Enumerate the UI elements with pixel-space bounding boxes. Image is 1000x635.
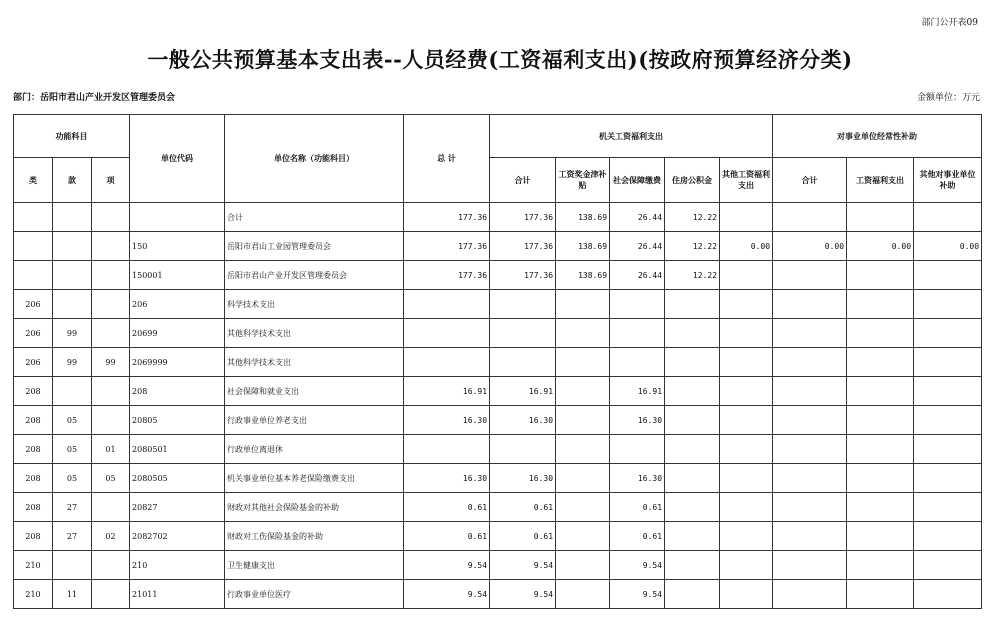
cell-unit-name: 财政对其他社会保险基金的补助 (225, 493, 404, 522)
table-row (14, 435, 982, 464)
cell-kuan: 11 (53, 580, 92, 609)
header-inst-other: 其他对事业单位补助 (914, 158, 982, 203)
cell-kuan (53, 232, 92, 261)
cell-amount (914, 377, 982, 406)
cell-lei: 208 (14, 464, 53, 493)
cell-amount (490, 348, 556, 377)
cell-amount (847, 551, 914, 580)
cell-unit-name: 其他科学技术支出 (225, 348, 404, 377)
cell-amount (773, 435, 847, 464)
cell-amount (556, 493, 610, 522)
cell-amount: 177.36 (490, 232, 556, 261)
cell-amount (404, 348, 490, 377)
header-org-housing-fund: 住房公积金 (665, 158, 720, 203)
cell-amount (556, 435, 610, 464)
cell-amount (404, 435, 490, 464)
cell-xiang (92, 493, 130, 522)
cell-xiang: 02 (92, 522, 130, 551)
table-row (14, 203, 982, 232)
cell-kuan (53, 261, 92, 290)
cell-amount (720, 290, 773, 319)
cell-unit-name: 其他科学技术支出 (225, 319, 404, 348)
cell-unit-code (130, 203, 225, 232)
cell-amount: 26.44 (610, 232, 665, 261)
cell-amount (665, 377, 720, 406)
cell-amount (720, 493, 773, 522)
cell-amount (914, 551, 982, 580)
cell-amount: 12.22 (665, 261, 720, 290)
cell-amount: 12.22 (665, 232, 720, 261)
table-row (14, 319, 982, 348)
cell-unit-code: 20827 (130, 493, 225, 522)
cell-amount: 138.69 (556, 203, 610, 232)
cell-amount (720, 319, 773, 348)
cell-lei (14, 203, 53, 232)
cell-unit-name: 行政事业单位养老支出 (225, 406, 404, 435)
cell-amount: 138.69 (556, 261, 610, 290)
cell-kuan (53, 377, 92, 406)
cell-amount (914, 580, 982, 609)
cell-xiang (92, 377, 130, 406)
cell-amount (556, 377, 610, 406)
cell-amount (773, 377, 847, 406)
cell-amount (404, 319, 490, 348)
cell-xiang (92, 290, 130, 319)
cell-unit-name: 社会保障和就业支出 (225, 377, 404, 406)
department-label: 部门：岳阳市君山产业开发区管理委员会 (13, 93, 176, 103)
cell-amount: 0.00 (720, 232, 773, 261)
cell-amount: 177.36 (490, 261, 556, 290)
cell-amount (720, 377, 773, 406)
cell-amount (665, 493, 720, 522)
cell-kuan: 27 (53, 493, 92, 522)
cell-amount (847, 377, 914, 406)
cell-unit-code: 150001 (130, 261, 225, 290)
cell-amount (773, 551, 847, 580)
table-row (14, 522, 982, 551)
cell-lei (14, 232, 53, 261)
cell-xiang (92, 406, 130, 435)
cell-xiang (92, 319, 130, 348)
header-inst-salary: 工资福利支出 (847, 158, 914, 203)
cell-amount (773, 580, 847, 609)
cell-kuan (53, 203, 92, 232)
cell-amount (720, 522, 773, 551)
cell-amount (914, 319, 982, 348)
cell-amount (720, 435, 773, 464)
table-row (14, 232, 982, 261)
cell-xiang: 99 (92, 348, 130, 377)
cell-unit-code: 2069999 (130, 348, 225, 377)
cell-kuan: 05 (53, 406, 92, 435)
cell-amount (490, 435, 556, 464)
cell-unit-name: 行政单位离退休 (225, 435, 404, 464)
cell-unit-name: 科学技术支出 (225, 290, 404, 319)
cell-amount (773, 261, 847, 290)
cell-amount (847, 406, 914, 435)
cell-amount: 16.91 (610, 377, 665, 406)
cell-kuan (53, 551, 92, 580)
cell-amount (914, 203, 982, 232)
cell-amount: 26.44 (610, 203, 665, 232)
cell-lei: 210 (14, 551, 53, 580)
cell-amount (665, 290, 720, 319)
cell-amount: 9.54 (610, 551, 665, 580)
cell-amount (404, 290, 490, 319)
header-lei: 类 (14, 158, 53, 203)
table-row (14, 377, 982, 406)
header-unit-code: 单位代码 (130, 115, 225, 203)
cell-amount (665, 551, 720, 580)
header-unit-name: 单位名称（功能科目） (225, 115, 404, 203)
budget-table (13, 114, 982, 609)
cell-amount (847, 464, 914, 493)
cell-lei: 210 (14, 580, 53, 609)
cell-amount (847, 580, 914, 609)
cell-unit-name: 行政事业单位医疗 (225, 580, 404, 609)
cell-amount (914, 290, 982, 319)
cell-unit-code: 150 (130, 232, 225, 261)
cell-amount (665, 435, 720, 464)
cell-amount: 16.30 (404, 464, 490, 493)
cell-amount (665, 348, 720, 377)
cell-lei: 206 (14, 348, 53, 377)
header-xiang: 项 (92, 158, 130, 203)
cell-lei (14, 261, 53, 290)
table-row (14, 348, 982, 377)
cell-unit-name: 岳阳市君山工业园管理委员会 (225, 232, 404, 261)
cell-amount (914, 522, 982, 551)
cell-amount (556, 580, 610, 609)
cell-unit-code: 2082702 (130, 522, 225, 551)
table-row (14, 580, 982, 609)
cell-amount (556, 319, 610, 348)
cell-amount: 177.36 (404, 261, 490, 290)
cell-amount (847, 493, 914, 522)
cell-amount (914, 406, 982, 435)
cell-amount (847, 319, 914, 348)
cell-amount (556, 348, 610, 377)
cell-amount: 0.00 (847, 232, 914, 261)
cell-amount (847, 348, 914, 377)
cell-kuan: 99 (53, 348, 92, 377)
cell-xiang (92, 261, 130, 290)
cell-amount (610, 435, 665, 464)
cell-amount: 16.30 (610, 464, 665, 493)
cell-unit-code: 20699 (130, 319, 225, 348)
cell-amount (847, 203, 914, 232)
header-inst-total: 合计 (773, 158, 847, 203)
cell-amount (914, 348, 982, 377)
cell-kuan: 05 (53, 464, 92, 493)
cell-amount (720, 261, 773, 290)
header-org-group: 机关工资福利支出 (490, 115, 773, 158)
cell-amount (556, 290, 610, 319)
cell-amount (610, 290, 665, 319)
table-row (14, 493, 982, 522)
cell-xiang (92, 551, 130, 580)
cell-kuan: 27 (53, 522, 92, 551)
cell-unit-code: 20805 (130, 406, 225, 435)
cell-amount: 177.36 (404, 203, 490, 232)
header-inst-group: 对事业单位经常性补助 (773, 115, 982, 158)
header-total: 总 计 (404, 115, 490, 203)
cell-amount: 9.54 (490, 580, 556, 609)
cell-unit-name: 岳阳市君山产业开发区管理委员会 (225, 261, 404, 290)
amount-unit-label: 金额单位：万元 (916, 93, 980, 103)
header-org-other: 其他工资福利支出 (720, 158, 773, 203)
cell-amount: 138.69 (556, 232, 610, 261)
cell-xiang (92, 203, 130, 232)
cell-amount (847, 290, 914, 319)
cell-amount (556, 464, 610, 493)
cell-amount (914, 464, 982, 493)
table-row (14, 551, 982, 580)
cell-amount (720, 406, 773, 435)
cell-lei: 208 (14, 377, 53, 406)
cell-amount (773, 522, 847, 551)
cell-amount: 0.00 (914, 232, 982, 261)
cell-lei: 206 (14, 290, 53, 319)
cell-lei: 208 (14, 522, 53, 551)
cell-amount (720, 580, 773, 609)
cell-amount (914, 261, 982, 290)
cell-amount: 9.54 (610, 580, 665, 609)
cell-kuan: 05 (53, 435, 92, 464)
cell-amount (847, 522, 914, 551)
cell-amount (847, 261, 914, 290)
cell-amount (773, 290, 847, 319)
header-functional-subject: 功能科目 (14, 115, 130, 158)
cell-amount (610, 319, 665, 348)
cell-amount: 16.30 (490, 464, 556, 493)
table-row (14, 261, 982, 290)
cell-amount (720, 203, 773, 232)
cell-amount (490, 319, 556, 348)
cell-unit-code: 210 (130, 551, 225, 580)
cell-amount (773, 203, 847, 232)
cell-xiang: 05 (92, 464, 130, 493)
cell-amount (720, 348, 773, 377)
cell-amount (847, 435, 914, 464)
table-row (14, 290, 982, 319)
cell-amount (665, 580, 720, 609)
cell-amount: 12.22 (665, 203, 720, 232)
cell-amount: 0.61 (404, 493, 490, 522)
cell-amount: 16.30 (490, 406, 556, 435)
cell-amount: 0.61 (404, 522, 490, 551)
header-kuan: 款 (53, 158, 92, 203)
cell-amount: 0.61 (490, 522, 556, 551)
cell-unit-code: 206 (130, 290, 225, 319)
cell-lei: 208 (14, 406, 53, 435)
cell-xiang: 01 (92, 435, 130, 464)
form-number: 部门公开表09 (921, 18, 978, 28)
cell-kuan: 99 (53, 319, 92, 348)
cell-amount (556, 522, 610, 551)
cell-unit-code: 2080505 (130, 464, 225, 493)
cell-amount (665, 464, 720, 493)
cell-xiang (92, 232, 130, 261)
cell-amount: 0.61 (490, 493, 556, 522)
cell-amount (914, 435, 982, 464)
cell-lei: 208 (14, 493, 53, 522)
cell-amount (665, 319, 720, 348)
cell-unit-name: 机关事业单位基本养老保险缴费支出 (225, 464, 404, 493)
cell-amount: 26.44 (610, 261, 665, 290)
cell-amount: 0.61 (610, 522, 665, 551)
cell-amount: 16.91 (490, 377, 556, 406)
cell-unit-name: 卫生健康支出 (225, 551, 404, 580)
cell-amount (773, 348, 847, 377)
cell-amount (773, 464, 847, 493)
cell-amount: 0.00 (773, 232, 847, 261)
cell-amount (490, 290, 556, 319)
page-title: 一般公共预算基本支出表--人员经费(工资福利支出)(按政府预算经济分类) (147, 47, 853, 72)
cell-amount (773, 406, 847, 435)
cell-amount (556, 551, 610, 580)
cell-amount (665, 406, 720, 435)
cell-amount (720, 551, 773, 580)
cell-amount (773, 493, 847, 522)
cell-amount (665, 522, 720, 551)
cell-amount: 9.54 (490, 551, 556, 580)
cell-lei: 208 (14, 435, 53, 464)
cell-amount (914, 493, 982, 522)
cell-amount: 16.30 (404, 406, 490, 435)
cell-lei: 206 (14, 319, 53, 348)
cell-amount (720, 464, 773, 493)
cell-unit-code: 2080501 (130, 435, 225, 464)
cell-amount: 177.36 (490, 203, 556, 232)
cell-amount: 177.36 (404, 232, 490, 261)
header-org-social-security: 社会保障缴费 (610, 158, 665, 203)
cell-amount (556, 406, 610, 435)
cell-amount: 0.61 (610, 493, 665, 522)
cell-unit-code: 208 (130, 377, 225, 406)
cell-unit-code: 21011 (130, 580, 225, 609)
header-org-total: 合计 (490, 158, 556, 203)
cell-unit-name: 合计 (225, 203, 404, 232)
cell-amount: 16.30 (610, 406, 665, 435)
table-row (14, 464, 982, 493)
cell-amount: 9.54 (404, 580, 490, 609)
header-org-salary: 工资奖金津补贴 (556, 158, 610, 203)
cell-amount (773, 319, 847, 348)
cell-amount (610, 348, 665, 377)
cell-xiang (92, 580, 130, 609)
cell-amount: 16.91 (404, 377, 490, 406)
cell-unit-name: 财政对工伤保险基金的补助 (225, 522, 404, 551)
cell-kuan (53, 290, 92, 319)
table-row (14, 406, 982, 435)
cell-amount: 9.54 (404, 551, 490, 580)
